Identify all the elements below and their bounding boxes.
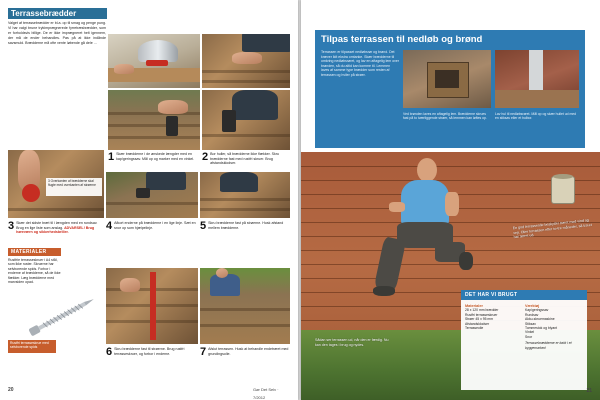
screw-label: Rustfri terrasseskrue med selvborende spids [8, 340, 56, 353]
info-heading: DET HAR VI BRUGT [461, 290, 587, 300]
list-item: Akku-skruemaskine [525, 317, 555, 322]
materials-column: Materialer 28 x 120 mm brædder Rustfri terrasseskruer Strøer 45 x 95 mm Afstandsklodser Terrasseolie [465, 304, 523, 330]
info-footnote: Terrassebrædderne er købt i et byggemarked [525, 341, 572, 350]
step-caption-7: 7 Afslut terrassen. Husk at behandle endetræet med grundingsolie. [200, 346, 289, 358]
photo-tag: 3 Overkanten af brædderne skal flugte med overkanten af strøerne [48, 179, 96, 187]
photo-finishing [200, 268, 290, 344]
drain-section [315, 30, 585, 148]
photo-downpipe [495, 50, 579, 108]
step-caption-1: 1 Skær brædderne i de ønskede længder med en kap/geringssav. Mål op og marker med en vinkel. [108, 151, 195, 163]
screw-illustration [22, 294, 102, 338]
list-item: Afstandsklodser [465, 321, 490, 326]
man-shirt [401, 180, 449, 226]
magazine-name: Gør Det Selv · 7/2012 [253, 387, 279, 400]
list-item: Vinkel [525, 330, 535, 335]
step-caption-2: 2 Bor huller, så brædderne ikke flækker. Skru brædderne fast med rustfri skruer. Brug afstandsklodser. [202, 151, 280, 166]
photo-hand-marking [202, 34, 290, 88]
photo-drilling [108, 90, 200, 150]
page-footer [8, 386, 290, 400]
list-item: Strøer 45 x 95 mm [465, 317, 494, 322]
oil-caption: En god terrasseolie beskytter træet mod vind og vejr. Olier terrassen efter to-tre måneder, så træet har tørret ud. [512, 218, 592, 240]
photo-screwing [202, 90, 290, 150]
list-item: Tommestok og blyant [525, 326, 558, 331]
step-caption-6: 6 Skru brædderne fast til strøerne. Brug rustfri terrasseskruer, og forbor i enderne. [106, 346, 185, 358]
list-item: Snor [525, 334, 533, 339]
tools-column: Værktøj Kap/geringssav Rundsav Akku-skruemaskine Stiksav Tommestok og blyant Vinkel Snor Terrassebrædderne er købt i et byggemarked [525, 304, 583, 350]
photo-saw-cutting [108, 34, 200, 88]
list-item: Rundsav [525, 312, 539, 317]
list-item: Stiksav [525, 321, 536, 326]
materials-heading: MATERIALER [8, 248, 61, 256]
photo-circular-saw [8, 150, 104, 218]
photo-end-trimming [106, 172, 198, 218]
step-caption-3: 3 Skær det sidste bræt til i længden med en rundsav. Brug en lige liste som anslag. ADVARSEL! Brug høreværn og sikkerhedsbriller. [8, 220, 98, 235]
materials-text: Rustfrie terrasseskruer i A4 stål, som ikke ruster. Skruerne har selvborende spids. Forbor i enderne af brædderne, så de ikke flækker. Læg brædderne med marvsiden opad. [8, 258, 61, 285]
materials-info-box [461, 292, 587, 390]
photo-drain-hatch [403, 50, 491, 108]
list-item: Kap/geringssav [525, 308, 549, 313]
step-caption-4: 4 Afkort enderne på brædderne i en lige linje. Sæt en snor op som hjælpelinje. [106, 220, 196, 232]
list-item: 28 x 120 mm brædder [465, 308, 499, 313]
list-item: Terrasseolie [465, 326, 484, 331]
photo-caption-hatch: Ved brønden laves en aftagelig lem. Brædderne skrues fast på to tværliggende strøer, så lemmen kan løftes op. [403, 112, 487, 121]
section-intro: Terrassen er tilpasset nedløbsrør og brønd. Det kræver lidt ekstra omtanke. Skær brædderne til omkring nedløbsrøret, og lav en aftagelig lem over brønden, så du altid kan komme til. Lemmen laves af samme type brædder som resten af terrassen og hviler på strøer. [321, 50, 400, 77]
photo-deck-row [200, 172, 290, 218]
man-head [417, 158, 437, 182]
right-page [301, 0, 600, 400]
page-number: 21 [586, 388, 592, 394]
photo-spacer-block [106, 268, 198, 344]
intro-text: Valget af terrassebrædder er bl.a. op til smag og penge pung. Vi har valgt brune trykimprægnerede fyrretræsbrædder, som er forholdsvis billige. De er ikke imprægneret helt igennem, der må de ender behandles. Pas på at ikke indånde savsmuld. Brædderne må ofte vente løbende gå dele ... [8, 21, 106, 45]
section-heading: Terrassebrædder [8, 8, 107, 19]
list-item: Rustfri terrasseskruer [465, 312, 498, 317]
step-caption-5: 5 Skru brædderne fast på strøerne. Husk afstand mellem brædderne. [200, 220, 284, 232]
main-caption: Sådan ser terrassen ud, når den er færdig. Nu kan den tages i brug og nydes. [315, 338, 389, 347]
photo-caption-downpipe: Lav hul til nedløbsrøret. Mål op og skær hullet ud med en stiksav eller et hulbor. [495, 112, 577, 121]
materials-box [8, 248, 100, 340]
page-number: 20 [8, 387, 14, 393]
left-page [0, 0, 298, 400]
section-title: Tilpas terrassen til nedløb og brønd [321, 34, 483, 45]
oil-can [551, 176, 575, 204]
